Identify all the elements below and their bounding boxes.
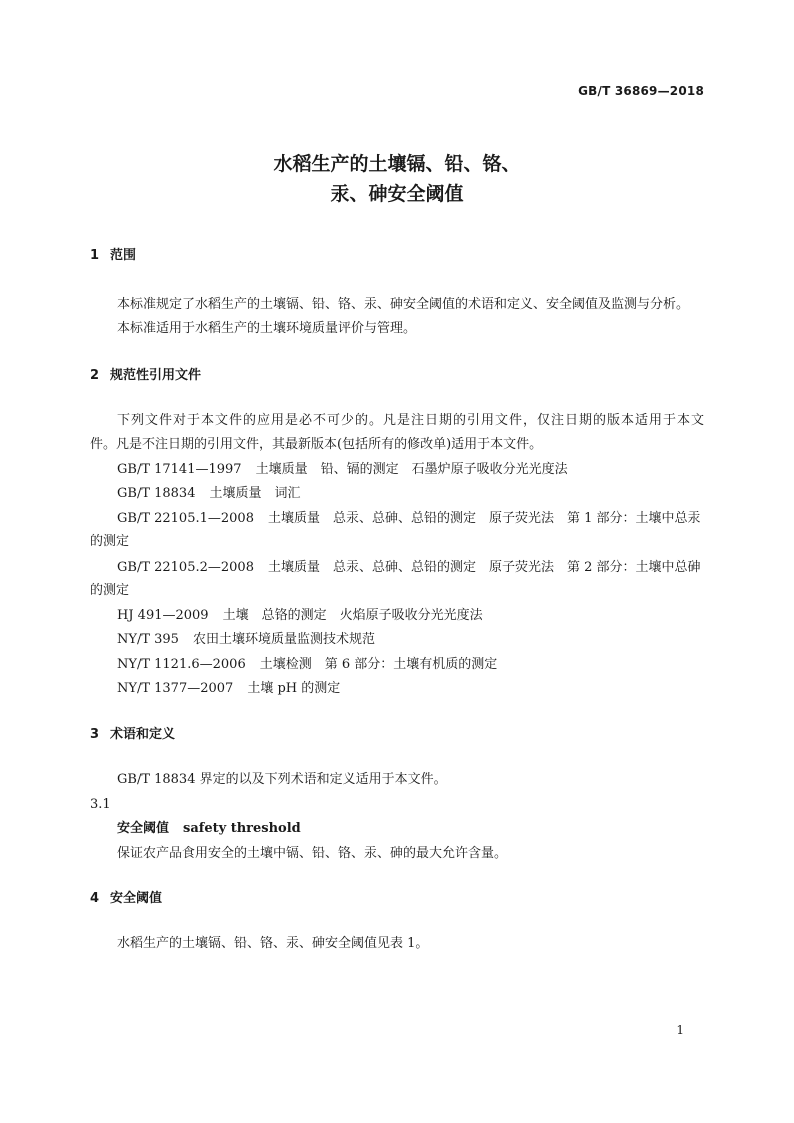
section-number: 4 (90, 891, 100, 906)
reference-item-continuation: 的测定 (90, 583, 130, 598)
reference-item (117, 656, 704, 674)
standard-code: GB/T 36869—2018 (578, 84, 704, 98)
section-4-heading (90, 890, 162, 908)
reference-code: NY/T 1377—2007 (117, 681, 234, 696)
reference-code: GB/T 22105.1—2008 (117, 511, 254, 526)
document-title-line1: 水稻生产的土壤镉、铅、铬、 (273, 153, 521, 175)
reference-code: GB/T 17141—1997 (117, 462, 242, 477)
section-2-heading (90, 367, 201, 385)
section-number: 2 (90, 368, 100, 383)
reference-code: NY/T 395 (117, 632, 179, 647)
subsection-number: 3.1 (90, 797, 111, 812)
term-definition: 保证农产品食用安全的土壤中镉、铅、铬、汞、砷的最大允许含量。 (117, 846, 508, 861)
reference-item (117, 485, 704, 503)
page-number: 1 (676, 1023, 684, 1037)
section-title: 术语和定义 (110, 727, 176, 742)
reference-code: GB/T 18834 (117, 486, 196, 501)
section-number: 3 (90, 727, 100, 742)
reference-item (117, 680, 704, 698)
document-title-line2: 汞、砷安全阈值 (330, 183, 464, 205)
scope-paragraph-1: 本标准规定了水稻生产的土壤镉、铅、铬、汞、砷安全阈值的术语和定义、安全阈值及监测与分析。 (117, 297, 690, 312)
section-1-heading (90, 247, 136, 265)
reference-title: 土壤 pH 的测定 (247, 681, 341, 696)
reference-code: NY/T 1121.6—2006 (117, 657, 246, 672)
term-chinese: 安全阈值 (117, 821, 170, 836)
reference-item-continuation: 的测定 (90, 534, 130, 549)
reference-item (117, 607, 704, 625)
reference-title: 土壤 总铬的测定 火焰原子吸收分光光度法 (222, 608, 483, 623)
reference-item (117, 461, 704, 479)
scope-paragraph-2: 本标准适用于水稻生产的土壤环境质量评价与管理。 (117, 321, 417, 336)
section-3-heading (90, 726, 175, 744)
reference-title: 土壤质量 总汞、总砷、总铅的测定 原子荧光法 第 1 部分：土壤中总汞 (267, 511, 701, 526)
refs-intro-line2: 件。凡是不注日期的引用文件，其最新版本(包括所有的修改单)适用于本文件。 (90, 437, 543, 452)
section-title: 安全阈值 (110, 891, 163, 906)
terms-intro: GB/T 18834 界定的以及下列术语和定义适用于本文件。 (117, 772, 447, 787)
reference-code: HJ 491—2009 (117, 608, 209, 623)
reference-code: GB/T 22105.2—2008 (117, 560, 254, 575)
reference-title: 土壤检测 第 6 部分：土壤有机质的测定 (259, 657, 498, 672)
reference-title: 土壤质量 总汞、总砷、总铅的测定 原子荧光法 第 2 部分：土壤中总砷 (267, 560, 701, 575)
reference-item (117, 510, 704, 528)
reference-title: 土壤质量 铅、镉的测定 石墨炉原子吸收分光光度法 (255, 462, 568, 477)
threshold-paragraph: 水稻生产的土壤镉、铅、铬、汞、砷安全阈值见表 1。 (117, 936, 429, 951)
term-entry (117, 820, 301, 838)
section-title: 范围 (110, 248, 137, 263)
reference-item (117, 559, 704, 577)
section-number: 1 (90, 248, 100, 263)
reference-title: 土壤质量 词汇 (209, 486, 301, 501)
reference-title: 农田土壤环境质量监测技术规范 (192, 632, 375, 647)
refs-intro-line1: 下列文件对于本文件的应用是必不可少的。凡是注日期的引用文件，仅注日期的版本适用于本文 (117, 413, 704, 428)
reference-item (117, 631, 704, 649)
term-english: safety threshold (183, 821, 301, 836)
section-title: 规范性引用文件 (110, 368, 202, 383)
